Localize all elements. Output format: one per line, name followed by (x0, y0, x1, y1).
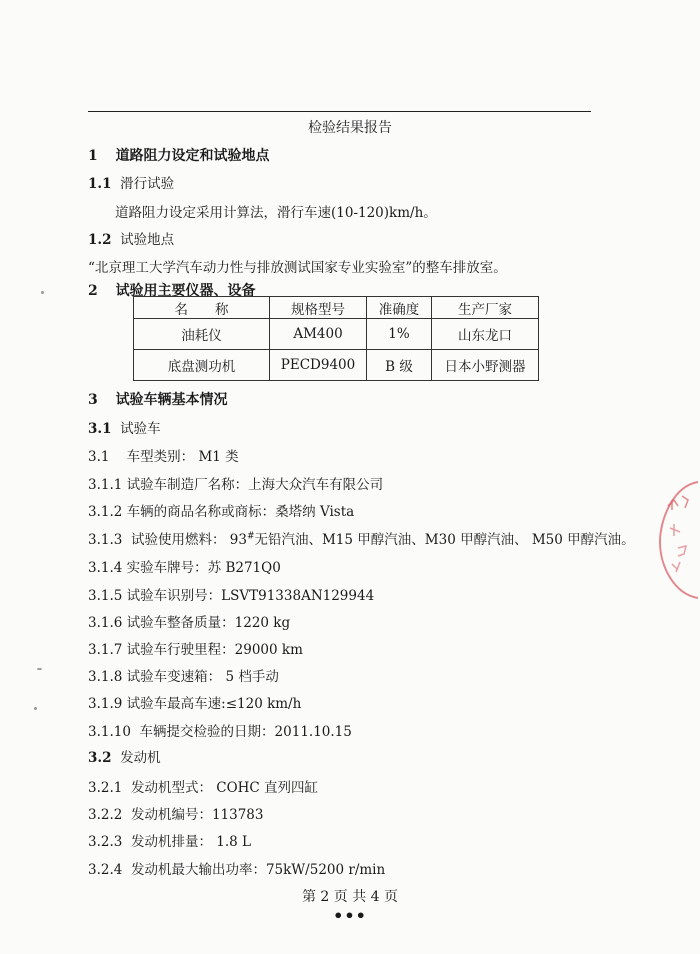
item-text: 发动机排量： 1.8 L (130, 834, 251, 850)
page-title: 检验结果报告 (308, 120, 392, 136)
item-number: 3.1.8 (88, 669, 123, 685)
section-1-1-body: 道路阻力设定采用计算法，滑行车速(10-120)km/h。 (115, 205, 437, 221)
table-cell: B 级 (367, 350, 432, 381)
list-item (88, 830, 251, 850)
item-number: 3.1.3 (88, 532, 123, 548)
item-number: 3.2.4 (88, 862, 123, 878)
item-text: 车辆的商品名称或商标：桑塔纳 Vista (126, 504, 355, 520)
item-number: 3.1.5 (88, 588, 123, 604)
page-number: 第 2 页 共 4 页 (301, 889, 399, 905)
list-item (88, 611, 290, 631)
item-text: 试验使用燃料： 93 (130, 532, 247, 548)
list-item (88, 803, 264, 823)
item-number: 3.1.6 (88, 615, 123, 631)
column-header-name: 名 称 (134, 297, 270, 319)
list-item (88, 665, 279, 685)
list-item (88, 720, 352, 740)
section-number: 1.1 (88, 176, 112, 192)
section-number: 3.1 (88, 421, 112, 437)
column-header-model: 规格型号 (270, 297, 367, 319)
item-number: 3.1.2 (88, 504, 123, 520)
section-title: 试验车 (120, 421, 161, 437)
list-item (88, 556, 281, 576)
section-title: 滑行试验 (120, 176, 175, 192)
scan-speck (34, 707, 37, 710)
item-text: 发动机编号：113783 (130, 807, 264, 823)
list-item (88, 528, 635, 548)
list-item (88, 692, 301, 712)
section-title: 道路阻力设定和试验地点 (115, 148, 270, 164)
item-number: 3.2.1 (88, 780, 123, 796)
list-item (88, 858, 385, 878)
item-number: 3.1.4 (88, 560, 123, 576)
table-header-row (134, 297, 539, 319)
item-text: 试验车变速箱： 5 档手动 (126, 669, 279, 685)
section-title: 发动机 (120, 750, 161, 766)
item-text: 试验车识别号：LSVT91338AN129944 (126, 588, 375, 604)
section-1-heading (88, 145, 270, 165)
section-number: 3.2 (88, 750, 112, 766)
section-title: 试验车辆基本情况 (115, 392, 228, 408)
header-rule (88, 111, 591, 112)
table-cell: 1% (367, 319, 432, 350)
item-text: 试验车最高车速:≤120 km/h (126, 696, 302, 712)
red-seal-stamp (654, 478, 698, 602)
list-item (88, 445, 239, 465)
item-number: 3.2.3 (88, 834, 123, 850)
section-number: 1.2 (88, 232, 112, 248)
item-text: 实验车牌号：苏 B271Q0 (126, 560, 281, 576)
table-cell: 日本小野测器 (432, 350, 539, 381)
section-3-2-heading (88, 746, 161, 766)
item-text: 试验车制造厂名称：上海大众汽车有限公司 (126, 477, 384, 493)
section-3-1-heading (88, 417, 161, 437)
section-1-1-heading (88, 172, 174, 192)
item-text: 车型类别： M1 类 (126, 449, 239, 465)
section-number: 3 (88, 392, 98, 408)
list-item (88, 776, 318, 796)
list-item (88, 500, 354, 520)
table-cell: AM400 (270, 319, 367, 350)
item-number: 3.1.7 (88, 642, 123, 658)
section-3-heading (88, 389, 228, 409)
list-item (88, 473, 383, 493)
equipment-table (133, 296, 539, 381)
table-cell: 山东龙口 (432, 319, 539, 350)
section-title: 试验用主要仪器、设备 (115, 283, 256, 299)
table-cell: 底盘测功机 (134, 350, 270, 381)
item-text: 试验车整备质量：1220 kg (126, 615, 291, 631)
item-text: 车辆提交检验的日期：2011.10.15 (139, 724, 352, 740)
item-number: 3.1.1 (88, 477, 123, 493)
item-text: 发动机最大输出功率：75kW/5200 r/min (130, 862, 386, 878)
table-row (134, 350, 539, 381)
column-header-manufacturer: 生产厂家 (432, 297, 539, 319)
item-number: 3.1.9 (88, 696, 123, 712)
item-text: 试验车行驶里程：29000 km (126, 642, 303, 658)
section-1-2-body: “北京理工大学汽车动力性与排放测试国家专业实验室”的整车排放室。 (88, 260, 507, 276)
column-header-accuracy: 准确度 (367, 297, 432, 319)
table-cell: PECD9400 (270, 350, 367, 381)
section-number: 2 (88, 283, 98, 299)
table-row (134, 319, 539, 350)
item-number: 3.1.10 (88, 724, 131, 740)
table-cell: 油耗仪 (134, 319, 270, 350)
section-1-2-heading (88, 228, 174, 248)
item-text-continued: 无铅汽油、M15 甲醇汽油、M30 甲醇汽油、 M50 甲醇汽油。 (254, 532, 635, 548)
item-number: 3.2.2 (88, 807, 123, 823)
continuation-marks: ••• (333, 906, 367, 925)
scan-speck (41, 291, 44, 294)
list-item (88, 584, 374, 604)
fuel-grade-superscript: # (246, 531, 255, 542)
section-title: 试验地点 (120, 232, 175, 248)
section-number: 1 (88, 148, 98, 164)
scan-speck (37, 668, 42, 670)
item-text: 发动机型式： COHC 直列四缸 (130, 780, 319, 796)
item-number: 3.1 (88, 449, 110, 465)
list-item (88, 638, 303, 658)
